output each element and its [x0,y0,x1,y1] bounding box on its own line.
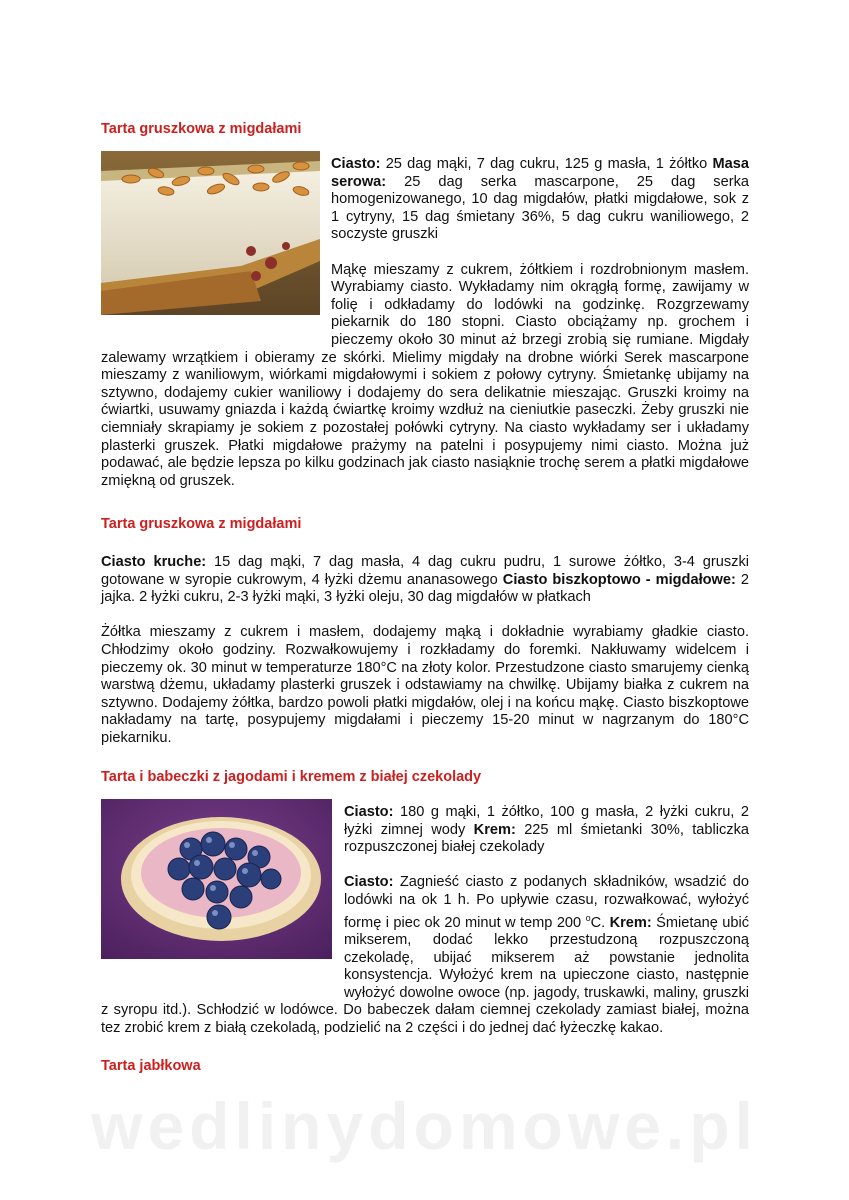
method-label: Krem: [609,914,652,931]
ingredient-text: 225 ml śmietanki 30%, tabliczka rozpuszczonej białej czekolady [344,821,750,856]
ingredient-label: Ciasto: [344,804,394,820]
ingredient-label: Ciasto: [331,156,381,172]
ingredient-text: 25 dag serka mascarpone, 25 dag serka homogenizowanego, 10 dag migdałów, płatki migdałowe, sok z 1 cytryny, 15 dag śmietany 36%, 5 dag cukru waniliowego, 2 soczyste gruszki [331,173,749,243]
ingredient-text: 180 g mąki, 1 żółtko, 100 g masła, 2 łyżki cukru, 2 łyżki zimnej wody [344,804,749,838]
method-label: Ciasto: [344,874,394,891]
recipe-title: Tarta jabłkowa [101,1058,201,1074]
ingredient-label: Krem: [473,821,516,838]
recipe-title: Tarta gruszkowa z migdałami [101,121,302,137]
ingredient-label: Ciasto kruche: [101,554,207,570]
recipe-title: Tarta gruszkowa z migdałami [101,516,302,532]
ingredient-text: 2 jajka. 2 łyżki cukru, 2-3 łyżki mąki, 3 łyżki oleju, 30 dag migdałów w płatkach [101,571,750,606]
method-text: Mąkę mieszamy z cukrem, żółtkiem i rozdrobnionym masłem. Wyrabiamy ciasto. Wykładamy nim okrągłą formę, zawijamy w folię i odkładamy do lodówki na godzinkę. Rozgrzewamy piekarnik do 180 stopni. Ciasto obciążamy np. grochem i pieczemy około 30 minut aż brzegi zrobią się rumiane. Migdały zalewamy wrzątkiem i obieramy ze skórki. Mielimy migdały na drobne wiórki Serek mascarpone mieszamy z waniliowym, wiórkami migdałowymi i sokiem z połowy cytryny. Śmietankę ubijamy na sztywno, dodajemy cukier waniliowy i dodajemy do sera delikatnie mieszając. Gruszki kroimy na ćwiartki, usuwamy gniazda i każdą ćwiartkę kroimy wzdłuż na cieniutkie paseczki. Żeby gruszki nie ciemniały skrapiamy je sokiem z pozostałej połówki cytryny. Na ciasto wykładamy ser i układamy plasterki gruszek. Płatki migdałowe prażymy na patelni i posypujemy nimi ciasto. Można już podawać, ale będzie lepsza po kilku godzinach jak ciasto nasiąknie trochę serem a płatki migdałowe zmiękną od gruszek. [101,261,749,489]
ingredients-text [101,554,749,607]
watermark: wedlinydomowe.pl [91,1089,758,1163]
ingredient-label: Masa serowa: [331,156,749,190]
recipe-title: Tarta i babeczki z jagodami i kremem z białej czekolady [101,769,482,785]
method-part: Śmietanę ubić mikserem, dodać lekko przestudzoną rozpuszczoną czekoladę, ubijać mikserem aż powstanie jednolita konsystencja. Wyłożyć krem na upieczone ciasto, następnie wyłożyć dowolne owoce (np. jagody, truskawki, maliny, gruszki z syropu itd.). Schłodzić w lodówce. Do babeczek dałam ciemnej czekolady zamiast białej, można tez zrobić krem z białą czekoladą, podzielić na 2 części i do jednej dać łyżeczkę kakao. [101,914,749,1036]
method-part: Zagnieść ciasto z podanych składników, wsadzić do lodówki na ok 1 h. Po upływie czasu, rozwałkować, wyłożyć formę i piec ok 20 minut w temp 200 [344,874,749,931]
method-part: C. [590,914,610,931]
ingredient-text: 15 dag mąki, 7 dag masła, 4 dag cukru pudru, 1 surowe żółtko, 3-4 gruszki gotowane w syropie cukrowym, 4 łyżki dżemu ananasowego [101,554,750,588]
ingredient-text: 25 dag mąki, 7 dag cukru, 125 g masła, 1 żółtko [380,156,713,172]
ingredient-label: Ciasto biszkoptowo - migdałowe: [502,571,736,588]
degree-mark: o [585,912,591,923]
method-text: Żółtka mieszamy z cukrem i masłem, dodajemy mąką i dokładnie wyrabiamy gładkie ciasto. Chłodzimy około godziny. Rozwałkowujemy i rozkładamy do foremki. Nakłuwamy widelcem i pieczemy ok. 30 minut w temperaturze 180°C na złoty kolor. Przestudzone ciasto smarujemy cienką warstwą dżemu, układamy plasterki gruszek i odstawiamy na chwilkę. Ubijamy białka z cukrem na sztywno. Dodajemy żółtka, bardzo powoli płatki migdałów, olej i na końcu mąkę. Ciasto biszkoptowe nakładamy na tartę, posypujemy migdałami i pieczemy 15-20 minut w nagrzanym do 180°C piekarniku. [101,624,749,746]
